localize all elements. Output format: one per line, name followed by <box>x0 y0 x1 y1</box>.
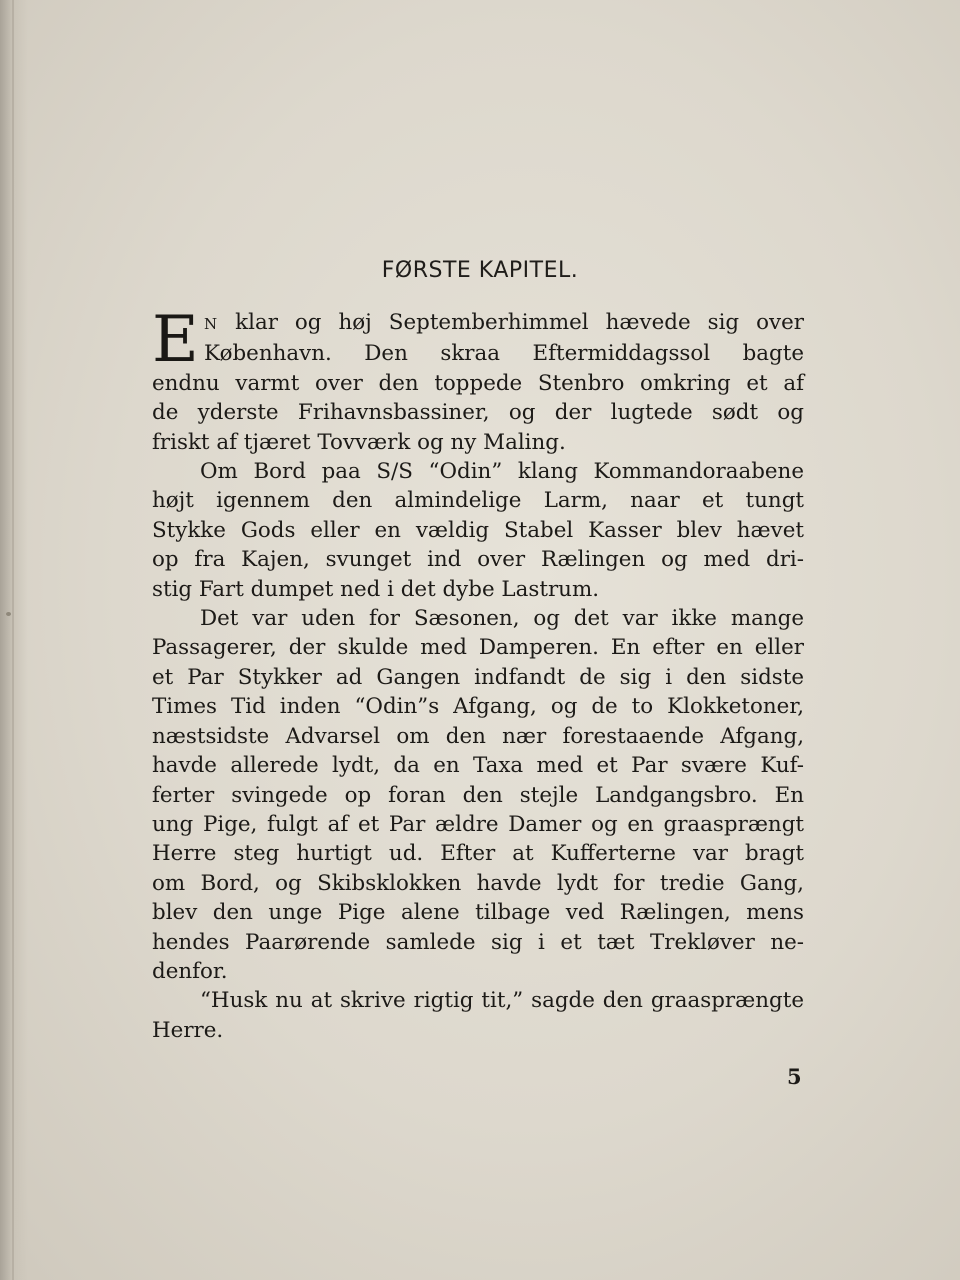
text-line: “Husk nu at skrive rigtig tit,” sagde den graasprængte <box>200 988 804 1014</box>
text-line: Passagerer, der skulde med Damperen. En efter en eller <box>152 635 804 661</box>
binding-stitch-mark <box>6 612 11 616</box>
text-line: højt igennem den almindelige Larm, naar et tungt <box>152 488 804 514</box>
text-line: stig Fart dumpet ned i det dybe Lastrum. <box>152 576 600 602</box>
text-line: hendes Paarørende samlede sig i et tæt Trekløver ne- <box>152 929 804 955</box>
text-line: denfor. <box>152 958 228 984</box>
paragraph-3 <box>152 604 804 986</box>
paragraph-1 <box>152 303 804 457</box>
text-line: ung Pige, fulgt af et Par ældre Damer og en graasprængt <box>152 811 804 837</box>
text-line: Times Tid inden “Odin”s Afgang, og de to Klokketoner, <box>152 694 804 720</box>
text-line: et Par Stykker ad Gangen indfandt de sig i den sidste <box>152 664 804 690</box>
text-line: ferter svingede op foran den stejle Landgangsbro. En <box>152 782 804 808</box>
chapter-title: FØRSTE KAPITEL. <box>381 258 579 283</box>
text-line: Herre. <box>152 1017 224 1043</box>
text-line: Herre steg hurtigt ud. Efter at Kufferterne var bragt <box>152 841 804 867</box>
book-gutter-line <box>12 0 14 1280</box>
page-number: 5 <box>787 1064 802 1089</box>
text-line <box>152 308 804 339</box>
drop-cap-letter: E <box>152 303 199 377</box>
text-line: om Bord, og Skibsklokken havde lydt for tredie Gang, <box>152 870 804 896</box>
text-line: de yderste Frihavnsbassiner, og der lugtede sødt og <box>152 400 804 426</box>
text-line: endnu varmt over den toppede Stenbro omkring et af <box>152 370 804 396</box>
small-caps-letter: N <box>204 315 219 333</box>
text-line: næstsidste Advarsel om den nær forestaaende Afgang, <box>152 723 804 749</box>
book-gutter-shadow <box>0 0 28 1280</box>
text-line-content: klar og høj Septemberhimmel hævede sig over <box>235 310 804 335</box>
text-line: blev den unge Pige alene tilbage ved Rælingen, mens <box>152 900 804 926</box>
text-line: Det var uden for Sæsonen, og det var ikke mange <box>200 606 804 632</box>
text-line: Om Bord paa S/S “Odin” klang Kommandoraabene <box>200 459 804 485</box>
text-line: friskt af tjæret Tovværk og ny Maling. <box>152 429 566 455</box>
text-line: op fra Kajen, svunget ind over Rælingen og med dri- <box>152 547 804 573</box>
text-line: havde allerede lydt, da en Taxa med et Par svære Kuf- <box>152 753 804 779</box>
paragraph-2 <box>152 457 804 604</box>
text-line: Stykke Gods eller en vældig Stabel Kasser blev hævet <box>152 517 804 543</box>
body-text <box>152 303 804 1045</box>
text-line: København. Den skraa Eftermiddagssol bagte <box>204 341 804 367</box>
paragraph-4 <box>152 986 804 1045</box>
